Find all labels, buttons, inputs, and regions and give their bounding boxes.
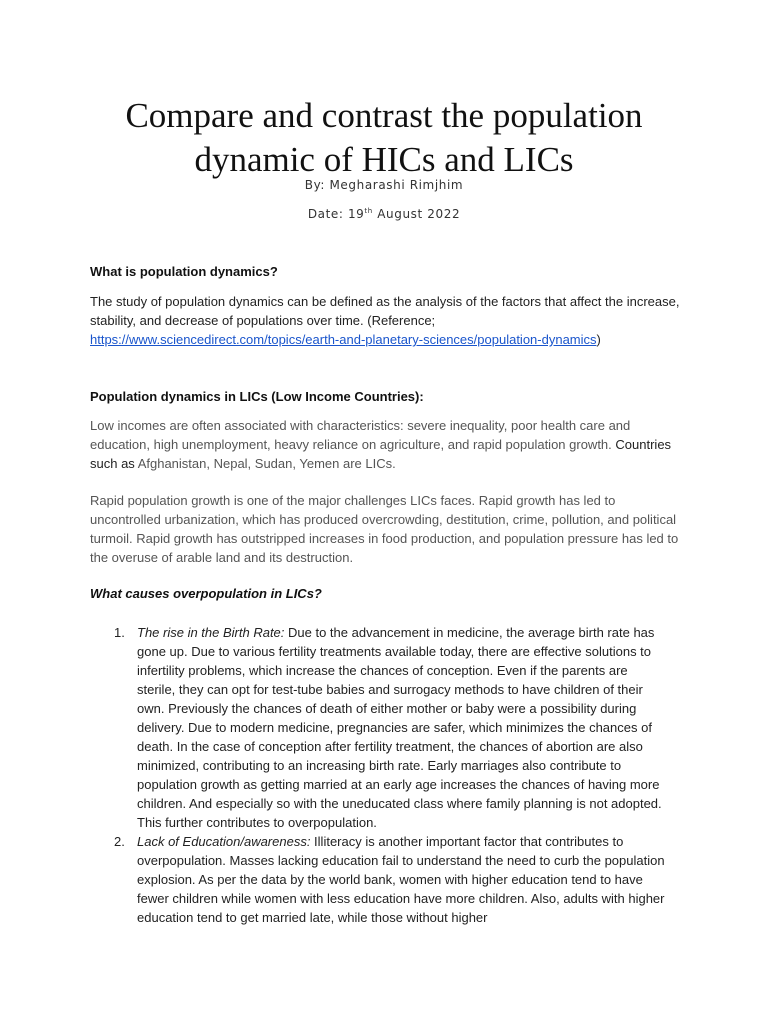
heading-lics: Population dynamics in LICs (Low Income Countries): xyxy=(90,389,424,404)
countries-prefix: Countries such as xyxy=(90,437,672,471)
list-item-text: Illiteracy is another important factor that contributes to overpopulation. Masses lacking education fail to understand the need to curb the population explosion. As per the data by the world bank, women with higher education tend to have fewer children while women with less education have more children. Also, adults with higher education tend to get married late, while those without higher xyxy=(137,834,665,925)
date-prefix: Date: 19 xyxy=(307,207,365,221)
causes-list xyxy=(90,623,668,927)
paragraph-definition xyxy=(90,292,680,349)
list-item-lead: The rise in the Birth Rate: xyxy=(137,625,285,640)
list-item-number: 2. xyxy=(114,834,125,849)
heading-population-dynamics: What is population dynamics? xyxy=(90,264,278,279)
paragraph-lic-characteristics xyxy=(90,416,680,473)
heading-overpopulation-causes: What causes overpopulation in LICs? xyxy=(90,586,322,601)
list-item-number: 1. xyxy=(114,625,125,640)
list-item xyxy=(90,623,668,832)
list-item xyxy=(90,832,668,927)
paragraph-rapid-growth: Rapid population growth is one of the major challenges LICs faces. Rapid growth has led to uncontrolled urbanization, which has produced overcrowding, destitution, crime, pollution, and political turmoil. Rapid growth has outstripped increases in food production, and population pressure has led to the overuse of arable land and its destruction. xyxy=(90,493,679,565)
lic-characteristics-text: Low incomes are often associated with characteristics: severe inequality, poor health care and education, high unemployment, heavy reliance on agriculture, and rapid population growth. xyxy=(90,418,631,452)
document-title xyxy=(0,94,768,182)
list-item-lead: Lack of Education/awareness: xyxy=(137,834,311,849)
countries-list: Afghanistan, Nepal, Sudan, Yemen are LICs. xyxy=(134,456,396,471)
document-date xyxy=(0,207,768,221)
list-item-text: Due to the advancement in medicine, the average birth rate has gone up. Due to various fertility treatments available today, there are effective solutions to infertility problems, which increase the chances of conception. Even if the parents are sterile, they can opt for test-tube babies and surrogacy methods to have children of their own. Previously the chances of death of either mother or baby were a possibility during delivery. Due to modern medicine, pregnancies are safer, which minimizes the chances of death. In the case of conception after fertility treatment, the chances of abortion are also minimized, contributing to an increasing birth rate. Early marriages also contribute to population growth as getting married at an early age increases the chances of having more children. And especially so with the uneducated class where family planning is not adopted. This further contributes to overpopulation. xyxy=(137,625,662,830)
definition-text: The study of population dynamics can be defined as the analysis of the factors that affect the increase, stability, and decrease of populations over time. (Reference; xyxy=(90,294,680,328)
date-ordinal: th xyxy=(364,207,373,215)
date-suffix: August 2022 xyxy=(372,207,461,221)
title-line-2: dynamic of HICs and LICs xyxy=(194,140,574,179)
author-byline: By: Megharashi Rimjhim xyxy=(304,178,464,192)
definition-end: ) xyxy=(596,332,601,347)
title-line-1: Compare and contrast the population xyxy=(125,96,643,135)
reference-link[interactable]: https://www.sciencedirect.com/topics/earth-and-planetary-sciences/population-dynamics xyxy=(90,332,597,347)
